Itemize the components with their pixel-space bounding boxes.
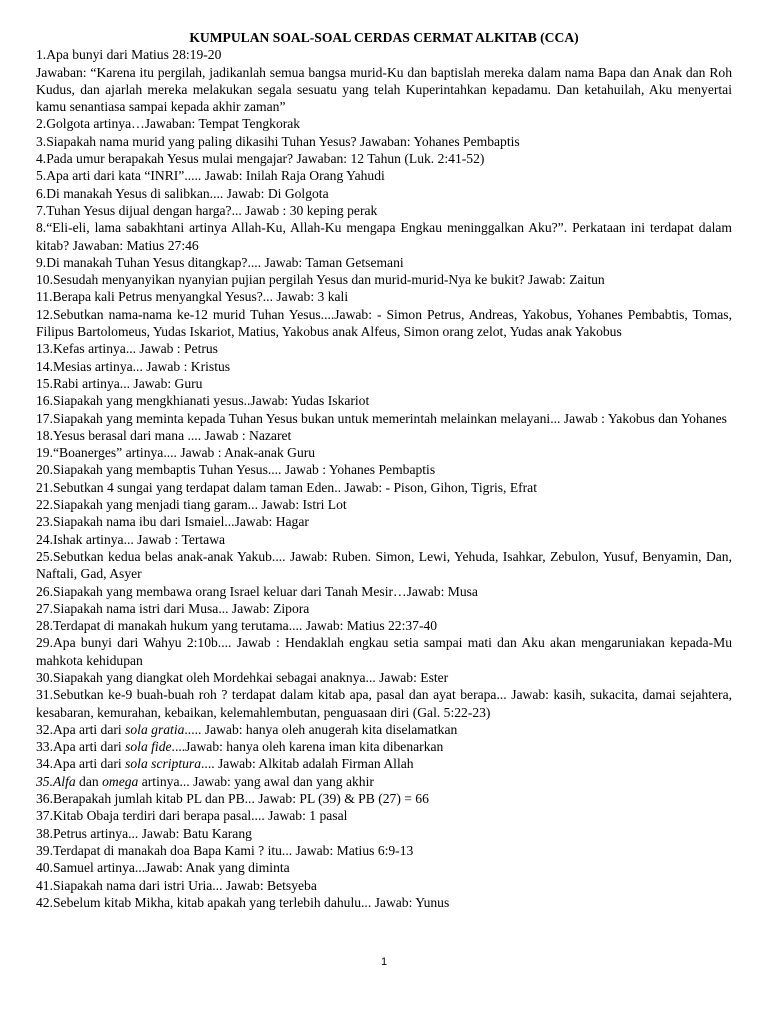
item-text-part: .... Jawab: Alkitab adalah Firman Allah	[201, 756, 414, 772]
qa-item: 29.Apa bunyi dari Wahyu 2:10b.... Jawab : Hendaklah engkau setia sampai mati dan Aku akan mengaruniakan kepada-Mu mahkota kehidupan	[36, 635, 732, 668]
item-text-part: dan	[75, 773, 103, 789]
qa-item: 17.Siapakah yang meminta kepada Tuhan Yesus bukan untuk memerintah melainkan melayani... Jawab : Yakobus dan Yohanes	[36, 410, 727, 426]
qa-item: 38.Petrus artinya... Jawab: Batu Karang	[36, 825, 252, 841]
qa-item: 30.Siapakah yang diangkat oleh Mordehkai sebagai anaknya... Jawab: Ester	[36, 669, 449, 685]
qa-item: 15.Rabi artinya... Jawab: Guru	[36, 375, 203, 391]
qa-item: 21.Sebutkan 4 sungai yang terdapat dalam taman Eden.. Jawab: - Pison, Gihon, Tigris, Efrat	[36, 479, 537, 495]
item-text-part: ....Jawab: hanya oleh karena iman kita dibenarkan	[171, 739, 444, 755]
qa-item	[36, 721, 732, 738]
qa-list	[36, 46, 732, 911]
qa-item: 19.“Boanerges” artinya.... Jawab : Anak-anak Guru	[36, 445, 316, 461]
qa-item: 14.Mesias artinya... Jawab : Kristus	[36, 358, 231, 374]
qa-item	[36, 773, 732, 790]
document-title: KUMPULAN SOAL-SOAL CERDAS CERMAT ALKITAB (CCA)	[189, 30, 579, 45]
qa-item: 7.Tuhan Yesus dijual dengan harga?... Jawab : 30 keping perak	[36, 202, 378, 218]
qa-item: 26.Siapakah yang membawa orang Israel keluar dari Tanah Mesir…Jawab: Musa	[36, 583, 478, 599]
item-text-part: artinya... Jawab: yang awal dan yang akhir	[138, 773, 374, 789]
qa-item: 8.“Eli-eli, lama sabakhtani artinya Allah-Ku, Allah-Ku mengapa Engkau meninggalkan Aku?”. Perkataan ini terdapat dalam kitab? Jawaban: Matius 27:46	[36, 220, 732, 253]
qa-item: 42.Sebelum kitab Mikha, kitab apakah yang terlebih dahulu... Jawab: Yunus	[36, 894, 450, 910]
italic-term: sola scriptura	[125, 756, 202, 772]
document-page	[36, 29, 732, 911]
qa-item: 13.Kefas artinya... Jawab : Petrus	[36, 341, 218, 357]
qa-item: 5.Apa arti dari kata “INRI”..... Jawab: Inilah Raja Orang Yahudi	[36, 168, 385, 184]
page-number: 1	[380, 956, 388, 968]
item-text-part: 32.Apa arti dari	[36, 721, 126, 737]
qa-item: Jawaban: “Karena itu pergilah, jadikanlah semua bangsa murid-Ku dan baptislah mereka dalam nama Bapa dan Anak dan Roh Kudus, dan ajarlah mereka melakukan segala sesuatu yang telah Kuperintahkan kepadamu. Dan ketahuilah, Aku menyertai kamu senantiasa sampai kepada akhir zaman”	[36, 64, 732, 115]
qa-item: 9.Di manakah Tuhan Yesus ditangkap?.... Jawab: Taman Getsemani	[36, 254, 404, 270]
qa-item: 41.Siapakah nama dari istri Uria... Jawab: Betsyeba	[36, 877, 317, 893]
qa-item: 18.Yesus berasal dari mana .... Jawab : Nazaret	[36, 427, 292, 443]
qa-item: 39.Terdapat di manakah doa Bapa Kami ? itu... Jawab: Matius 6:9-13	[36, 842, 414, 858]
qa-item: 20.Siapakah yang membaptis Tuhan Yesus.... Jawab : Yohanes Pembaptis	[36, 462, 436, 478]
italic-term: omega	[102, 773, 139, 789]
qa-item: 4.Pada umur berapakah Yesus mulai mengajar? Jawaban: 12 Tahun (Luk. 2:41-52)	[36, 151, 485, 167]
qa-item: 40.Samuel artinya...Jawab: Anak yang diminta	[36, 860, 290, 876]
qa-item: 16.Siapakah yang mengkhianati yesus..Jawab: Yudas Iskariot	[36, 393, 370, 409]
qa-item: 22.Siapakah yang menjadi tiang garam... Jawab: Istri Lot	[36, 497, 347, 513]
qa-item: 23.Siapakah nama ibu dari Ismaiel...Jawab: Hagar	[36, 514, 309, 530]
qa-item: 36.Berapakah jumlah kitab PL dan PB... Jawab: PL (39) & PB (27) = 66	[36, 791, 429, 807]
qa-item	[36, 755, 732, 772]
qa-item: 1.Apa bunyi dari Matius 28:19-20	[36, 47, 222, 63]
qa-item: 25.Sebutkan kedua belas anak-anak Yakub.... Jawab: Ruben. Simon, Lewi, Yehuda, Isahkar, Zebulon, Yusuf, Benyamin, Dan, Naftali, Gad, Asyer	[36, 548, 732, 582]
italic-term: sola gratia	[125, 721, 185, 737]
qa-item: 37.Kitab Obaja terdiri dari berapa pasal.... Jawab: 1 pasal	[36, 808, 348, 824]
qa-item: 11.Berapa kali Petrus menyangkal Yesus?... Jawab: 3 kali	[36, 289, 349, 305]
qa-item: 24.Ishak artinya... Jawab : Tertawa	[36, 531, 226, 547]
qa-item: 28.Terdapat di manakah hukum yang terutama.... Jawab: Matius 22:37-40	[36, 618, 438, 634]
qa-item: 27.Siapakah nama istri dari Musa... Jawab: Zipora	[36, 600, 310, 616]
qa-item: 6.Di manakah Yesus di salibkan.... Jawab: Di Golgota	[36, 185, 329, 201]
qa-item: 2.Golgota artinya…Jawaban: Tempat Tengkorak	[36, 116, 301, 132]
italic-term: sola fide	[125, 739, 172, 755]
italic-term: 35.Alfa	[36, 773, 76, 789]
qa-item: 12.Sebutkan nama-nama ke-12 murid Tuhan Yesus....Jawab: - Simon Petrus, Andreas, Yakobus, Yohanes Pembabtis, Tomas, Filipus Bartolomeus, Yudas Iskariot, Matius, Yakobus anak Alfeus, Simon orang zelot, Yudas anak Yakobus	[36, 306, 732, 340]
qa-item	[36, 738, 732, 755]
qa-item: 31.Sebutkan ke-9 buah-buah roh ? terdapat dalam kitab apa, pasal dan ayat berapa... Jawab: kasih, sukacita, damai sejahtera, kesabaran, kemurahan, kebaikan, kelemahlembutan, penguasaan diri (Gal. 5:22-23)	[36, 687, 732, 720]
item-text-part: 33.Apa arti dari	[36, 739, 126, 755]
qa-item: 10.Sesudah menyanyikan nyanyian pujian pergilah Yesus dan murid-murid-Nya ke bukit? Jawab: Zaitun	[36, 272, 605, 288]
item-text-part: 34.Apa arti dari	[36, 756, 126, 772]
qa-item: 3.Siapakah nama murid yang paling dikasihi Tuhan Yesus? Jawaban: Yohanes Pembaptis	[36, 133, 520, 149]
item-text-part: ..... Jawab: hanya oleh anugerah kita diselamatkan	[184, 721, 458, 737]
